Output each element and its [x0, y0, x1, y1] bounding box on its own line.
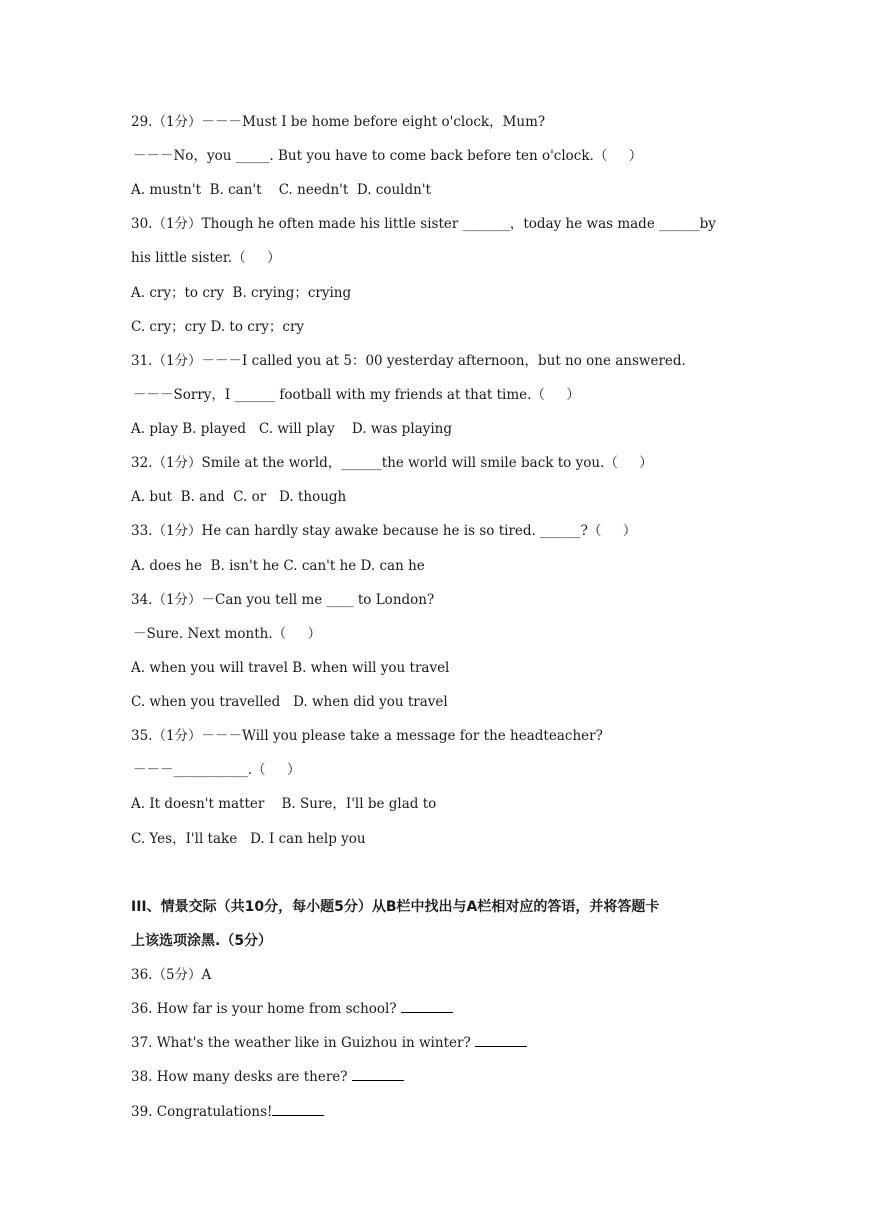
question-33-options: A. does he B. isn't he C. can't he D. can he [131, 558, 425, 574]
question-37-row [131, 1034, 527, 1052]
question-30-stem: 30.（1分）Though he often made his little sister _______，today he was made ______by [131, 216, 716, 232]
question-29-options: A. mustn't B. can't C. needn't D. couldn't [131, 182, 431, 198]
question-39-text: 39. Congratulations! [131, 1104, 273, 1120]
question-39-row [131, 1103, 324, 1121]
question-34-dialogue: －Sure. Next month.（ ） [133, 626, 322, 642]
question-29-stem: 29.（1分）－－－Must I be home before eight o'clock，Mum? [131, 114, 546, 130]
question-32-options: A. but B. and C. or D. though [131, 489, 347, 505]
question-31-dialogue: －－－Sorry，I ______ football with my friends at that time.（ ） [133, 387, 580, 403]
question-30-options-ab: A. cry；to cry B. crying；crying [131, 285, 352, 301]
section-3-heading: III、情景交际（共10分，每小题5分）从B栏中找出与A栏相对应的答语，并将答题卡 [131, 899, 660, 915]
question-30-stem-cont: his little sister.（ ） [131, 250, 281, 266]
question-37-text: 37. What's the weather like in Guizhou in winter? [131, 1035, 471, 1051]
question-29-dialogue: －－－No，you _____. But you have to come back before ten o'clock.（ ） [133, 148, 643, 164]
answer-blank-38 [352, 1068, 404, 1081]
question-36-header: 36.（5分）A [131, 967, 212, 983]
question-36-row [131, 1000, 453, 1018]
answer-blank-37 [475, 1034, 527, 1047]
question-30-options-cd: C. cry；cry D. to cry；cry [131, 319, 305, 335]
question-33-stem: 33.（1分）He can hardly stay awake because he is so tired. ______?（ ） [131, 523, 637, 539]
question-31-options: A. play B. played C. will play D. was playing [131, 421, 452, 437]
question-31-stem: 31.（1分）－－－I called you at 5：00 yesterday afternoon，but no one answered. [131, 353, 686, 369]
question-35-dialogue: －－－___________.（ ） [133, 762, 301, 778]
section-3-heading-cont: 上该选项涂黑.（5分） [131, 933, 273, 949]
question-34-stem: 34.（1分）－Can you tell me ____ to London? [131, 592, 435, 608]
question-36-text: 36. How far is your home from school? [131, 1001, 397, 1017]
question-34-options-cd: C. when you travelled D. when did you travel [131, 694, 448, 710]
question-34-options-ab: A. when you will travel B. when will you travel [131, 660, 450, 676]
question-35-stem: 35.（1分）－－－Will you please take a message for the headteacher? [131, 728, 603, 744]
answer-blank-36 [401, 1000, 453, 1013]
question-35-options-cd: C. Yes，I'll take D. I can help you [131, 831, 366, 847]
answer-blank-39 [272, 1103, 324, 1116]
question-38-text: 38. How many desks are there? [131, 1069, 348, 1085]
question-32-stem: 32.（1分）Smile at the world，______the world will smile back to you.（ ） [131, 455, 653, 471]
question-35-options-ab: A. It doesn't matter B. Sure，I'll be glad to [131, 796, 437, 812]
question-38-row [131, 1068, 404, 1086]
